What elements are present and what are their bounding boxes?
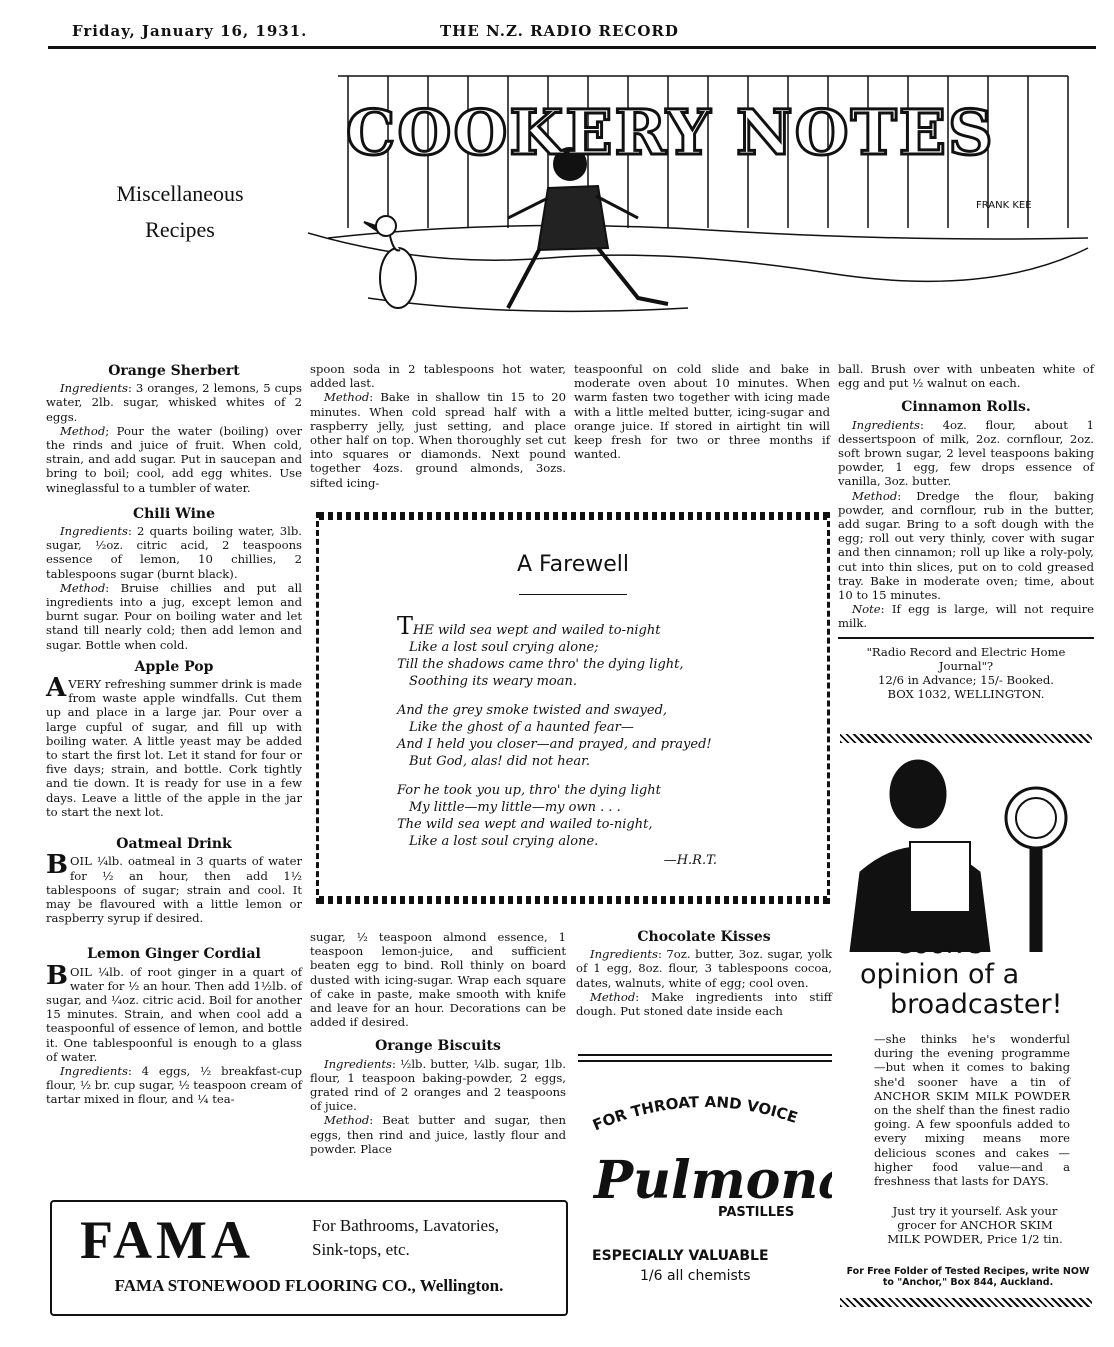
- poem-line: Till the shadows came thro' the dying light,: [397, 657, 684, 672]
- pulmonas-tagline: ESPECIALLY VALUABLE: [592, 1248, 769, 1264]
- divider-rule: [578, 1060, 832, 1062]
- poem-line: Like a lost soul crying alone.: [409, 834, 599, 849]
- subscription-line3: BOX 1032, WELLINGTON.: [887, 687, 1045, 702]
- oatmeal-drink-title: Oatmeal Drink: [116, 836, 232, 853]
- poem-box: [316, 512, 830, 904]
- poem-line: My little—my little—my own . . .: [409, 800, 621, 815]
- cook-try: Just try it yourself. Ask your grocer for ANCHOR SKIM MILK POWDER, Price 1/2 tin.: [887, 1204, 1063, 1247]
- orange-biscuits-ingredients: Ingredients: ½lb. butter, ¼lb. sugar, 1lb. flour, 1 teaspoon baking-powder, 2 eggs, grated rind of 2 oranges and 2 teaspoons of juice.: [310, 1056, 566, 1114]
- column-2-top: [310, 362, 566, 490]
- column-3-top: [574, 362, 830, 461]
- orange-sherbert-title: Orange Sherbert: [108, 363, 240, 379]
- divider-rule: [578, 1054, 832, 1056]
- sponge-ingredients: Ingredients: 4 eggs, ½ breakfast-cup flour, ½ br. cup sugar, ½ teaspoon cream of tartar mixed in flour, and ¼ tea-: [46, 1063, 302, 1107]
- orange-biscuits-title: Orange Biscuits: [375, 1038, 501, 1055]
- column-2-bottom: [310, 930, 566, 1156]
- banner-illustration: [308, 68, 1094, 340]
- pulmonas-ad-art: [578, 1070, 832, 1302]
- chocolate-kisses-continued: ball. Brush over with unbeaten white of egg and put ½ walnut on each.: [838, 362, 1094, 391]
- poem-author: —H.R.T.: [663, 853, 717, 868]
- almond-paste-text: sugar, ½ teaspoon almond essence, 1 teaspoon lemon-juice, and sufficient beaten egg to bind. Roll thinly on board dusted with icing-sugar. Wrap each square of cake in paste, make smooth with knife and leave for an hour. Decorations can be added if desired.: [310, 930, 566, 1030]
- cinnamon-rolls-title: Cinnamon Rolls.: [901, 399, 1031, 416]
- sponge-continued: spoon soda in 2 tablespoons hot water, added last.: [310, 362, 566, 391]
- section-title-line2: Recipes: [145, 217, 215, 242]
- apple-pop-text: A VERY refreshing summer drink is made from waste apple windfalls. Cut them up and place in a large jar. Pour over a large cupful of sugar, and fill up with boiling water. A little yeast may be added to start the first lot. Let it stand for four or five days; strain, and bottle. Cork tightly and tie down. It is ready for use in a few days. Leave a little of the apple in the jar to start the next lot.: [46, 673, 302, 819]
- poem-box-bottom-border: [319, 896, 827, 904]
- cinnamon-rolls-method: Method: Dredge the flour, baking powder, and cornflour, rub in the butter, add sugar. Bring to a soft dough with the egg; roll out very thinly, cover with sugar and then cinnamon; roll up like a roly-poly, cut into thin slices, put on to cold greased tray. Bake in moderate oven; time, about 10 to 15 minutes.: [838, 488, 1094, 603]
- cook-headline-line2: opinion of a: [860, 959, 1020, 990]
- pulmonas-top-text: FOR THROAT AND VOICE: [590, 1092, 800, 1135]
- poem-line: THE wild sea wept and wailed to-night: [397, 612, 661, 640]
- orange-sherbert-ingredients: Ingredients: 3 oranges, 2 lemons, 5 cups water, 2lb. sugar, whisked whites of 2 eggs.: [46, 381, 302, 424]
- poem-line: And the grey smoke twisted and swayed,: [397, 703, 668, 718]
- lemon-ginger-title: Lemon Ginger Cordial: [87, 946, 261, 963]
- cook-headline: [840, 930, 1096, 1020]
- poem-line: Soothing its weary moan.: [409, 674, 577, 689]
- subscription-rule: [838, 637, 1094, 639]
- fama-line1: For Bathrooms, Lavatories,: [312, 1216, 499, 1235]
- poem-line: And I held you closer—and prayed, and prayed!: [397, 737, 712, 752]
- poem-line: The wild sea wept and wailed to-night,: [397, 817, 653, 832]
- lemon-ginger-text: BOIL ¼lb. of root ginger in a quart of water for ½ an hour. Then add 1½lb. of sugar, and ¼oz. citric acid. Boil for another 15 minutes. Strain, and when cool add a teaspoonful of essence of lemon, and bottle it. One tablespoonful is enough to a glass of water.: [46, 960, 302, 1064]
- banner-title: COOKERY NOTES: [346, 96, 995, 169]
- poem-body: [397, 612, 817, 869]
- poem-line: For he took you up, thro' the dying light: [397, 783, 661, 798]
- issue-date: Friday, January 16, 1931.: [72, 22, 308, 40]
- poem-title: A Farewell: [516, 552, 629, 577]
- subscription-notice: [838, 645, 1094, 702]
- chocolate-kisses-ingredients: Ingredients: 7oz. butter, 3oz. sugar, yolk of 1 egg, 8oz. flour, 3 tablespoons cocoa, dates, walnuts, white of egg; cool oven.: [576, 947, 832, 990]
- oatmeal-drink-text: BOIL ¼lb. oatmeal in 3 quarts of water for ½ an hour, then add 1½ tablespoons of sugar; strain and cool. It may be flavoured with a little lemon or raspberry syrup if desired.: [46, 850, 302, 926]
- duck-drawing: [364, 216, 416, 308]
- cinnamon-rolls-ingredients: Ingredients: 4oz. flour, about 1 dessertspoon of milk, 2oz. cornflour, 2oz. soft brown sugar, 2 level teaspoons baking powder, 1 egg, few drops essence of vanilla, 3oz. butter.: [838, 417, 1094, 489]
- chocolate-kisses-title: Chocolate Kisses: [637, 929, 771, 945]
- fama-line2: Sink-tops, etc.: [312, 1240, 410, 1259]
- poem-box-top-border: [319, 512, 827, 520]
- fama-company: FAMA STONEWOOD FLOORING CO., Wellington.: [114, 1276, 504, 1295]
- chili-wine-method: Method: Bruise chillies and put all ingredients into a jug, except lemon and burnt sugar. Pour on boiling water and let stand till nearly cold; then add lemon and sugar. Bottle when cold.: [46, 580, 302, 652]
- chocolate-kisses-method: Method: Make ingredients into stiff dough. Put stoned date inside each: [576, 989, 832, 1019]
- orange-biscuits-method: Method: Beat butter and sugar, then eggs, then rind and juice, lastly flour and powder. Place: [310, 1113, 566, 1156]
- pulmonas-pastilles: PASTILLES: [718, 1205, 795, 1220]
- ornamental-border: [840, 1298, 1092, 1307]
- cook-headline-line1: Cook's: [894, 929, 984, 960]
- sponge-method: Method: Bake in shallow tin 15 to 20 minutes. When cold spread half with a raspberry jelly, just setting, and place other half on top. When thoroughly set cut into squares or diamonds. Next pound together 4ozs. ground almonds, 3ozs. sifted icing-: [310, 390, 566, 490]
- cinnamon-rolls-note: Note: If egg is large, will not require milk.: [838, 602, 1094, 631]
- poem-title-rule: [519, 594, 627, 595]
- cook-footer: For Free Folder of Tested Recipes, write NOW to "Anchor," Box 844, Auckland.: [846, 1266, 1090, 1288]
- almond-continued: teaspoonful on cold slide and bake in moderate oven about 10 minutes. When warm fasten two together with icing made with a little melted butter, icing-sugar and orange juice. If stored in airtight tin will keep fresh for two or three months if wanted.: [574, 362, 830, 462]
- apple-pop-title: Apple Pop: [134, 658, 214, 675]
- pulmonas-price: 1/6 all chemists: [640, 1268, 751, 1284]
- section-title: [80, 176, 280, 248]
- section-title-line1: Miscellaneous: [116, 181, 244, 206]
- cook-headline-line3: broadcaster!: [890, 989, 1063, 1020]
- cookery-notes-banner: [308, 68, 1094, 340]
- subscription-line1: "Radio Record and Electric Home Journal"?: [866, 644, 1066, 673]
- poem-line: Like the ghost of a haunted fear—: [409, 720, 634, 735]
- orange-sherbert-method: Method; Pour the water (boiling) over the rinds and juice of fruit. When cold, strain, and add sugar. Put in saucepan and bring to boil; cool, add egg whites. Use wineglassful to a tumbler of water.: [46, 423, 302, 495]
- column-4: [838, 362, 1094, 701]
- pulmonas-brand: Pulmon: [594, 1150, 819, 1211]
- column-3-bottom: [576, 930, 832, 1018]
- column-1: [46, 364, 302, 1107]
- fama-brand: FAMA: [80, 1210, 254, 1270]
- poem-line: Like a lost soul crying alone;: [409, 640, 599, 655]
- ornamental-border: [840, 734, 1092, 743]
- chili-wine-ingredients: Ingredients: 2 quarts boiling water, 3lb. sugar, ½oz. citric acid, 2 teaspoons essence of lemon, 10 chillies, 2 tablespoons sugar (burnt black).: [46, 524, 302, 581]
- cook-body: —she thinks he's wonderful during the evening programme —but when it comes to baking she'd sooner have a tin of ANCHOR SKIM MILK POWDER on the shelf than the finest radio going. A few spoonfuls added to every mixing means more delicious scones and cakes — higher food value—and a freshness that lasts for DAYS.: [874, 1032, 1070, 1189]
- pulmonas-ad: [578, 1070, 832, 1302]
- poem-line: But God, alas! did not hear.: [409, 754, 590, 769]
- artist-signature: FRANK KEE: [976, 200, 1032, 211]
- anchor-ad: [840, 752, 1096, 1292]
- header-rule: [48, 46, 1096, 49]
- broadcaster-illustration: [840, 752, 1096, 952]
- fama-ad: [50, 1200, 568, 1316]
- chili-wine-title: Chili Wine: [132, 505, 216, 522]
- publication-name: THE N.Z. RADIO RECORD: [440, 22, 679, 40]
- subscription-line2: 12/6 in Advance; 15/- Booked.: [878, 673, 1054, 688]
- fama-uses: [312, 1214, 499, 1262]
